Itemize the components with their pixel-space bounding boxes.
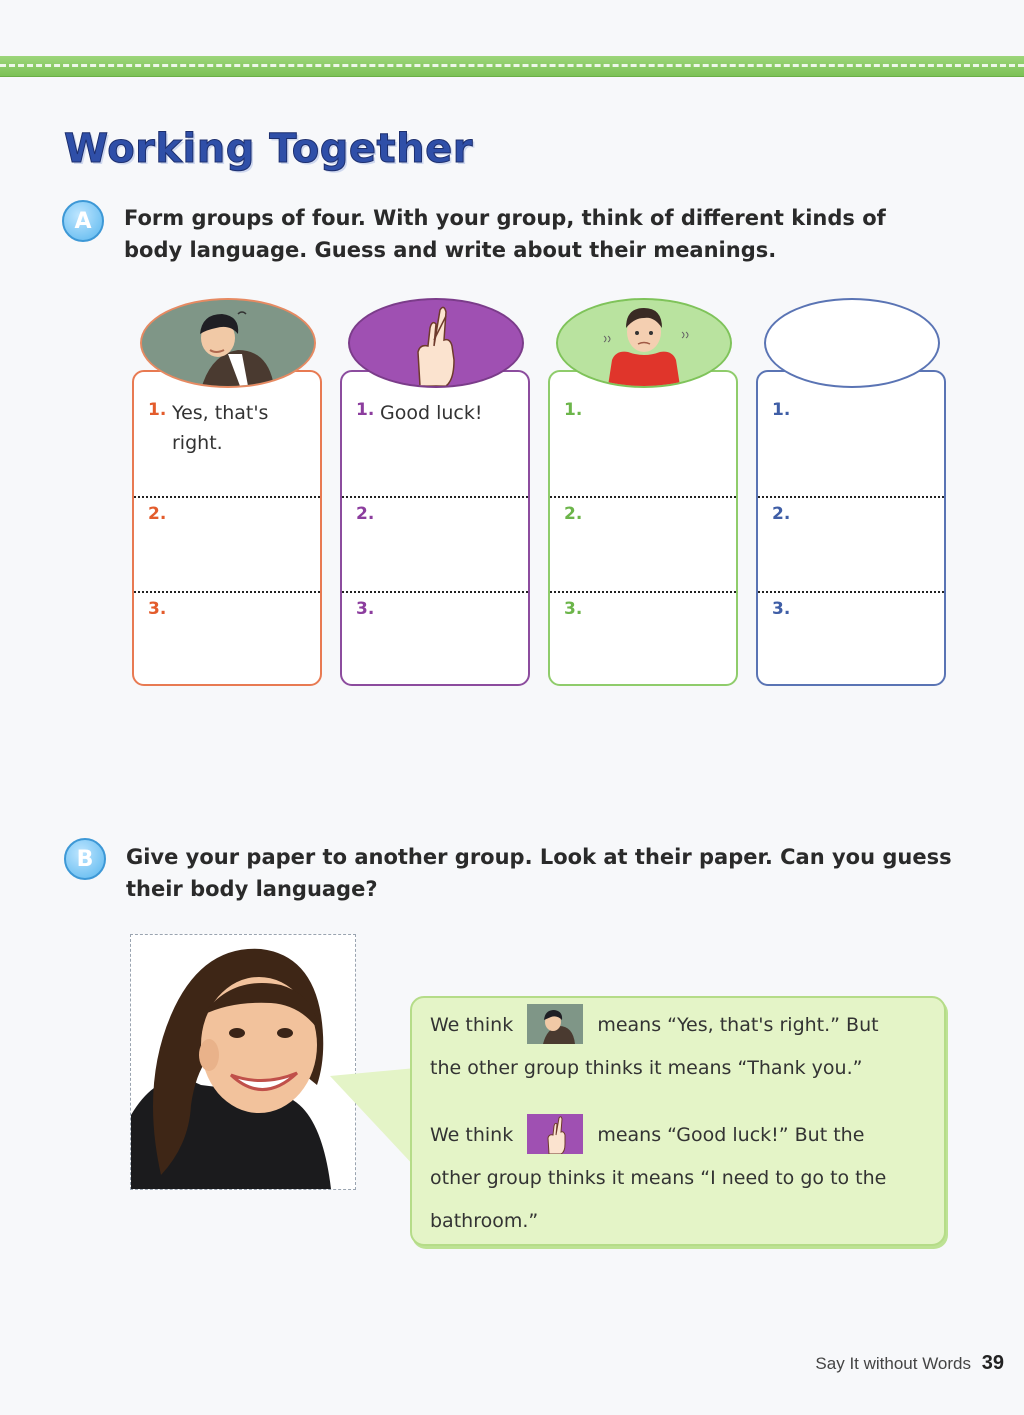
- page-number: 39: [981, 1352, 1004, 1374]
- section-a-instructions: [124, 202, 886, 266]
- speech-text: means “Yes, that's right.” But: [597, 1014, 879, 1036]
- speech-paragraph-2: [430, 1114, 930, 1243]
- item-number: 1.: [772, 400, 791, 420]
- item-number: 3.: [772, 599, 791, 619]
- section-a-badge: A: [62, 200, 104, 242]
- answer-row-3: [342, 591, 528, 686]
- top-decorative-stripe: [0, 56, 1024, 77]
- item-number: 2.: [356, 504, 375, 524]
- crossed-fingers-picture: [348, 298, 524, 388]
- boy-nodding-thumbnail: [527, 1004, 583, 1044]
- answer-row-2: [550, 496, 736, 593]
- answer-card-3: [548, 370, 738, 686]
- answer-line: right.: [172, 432, 223, 454]
- section-b-line2: their body language?: [126, 877, 378, 901]
- answer-row-3: [134, 591, 320, 686]
- answer-card-2: [340, 370, 530, 686]
- answer-row-2: [758, 496, 944, 593]
- answer-row-1: [342, 372, 528, 496]
- answer-card-1: [132, 370, 322, 686]
- item-number: 2.: [772, 504, 791, 524]
- speech-text: the other group thinks it means “Thank you.”: [430, 1057, 863, 1079]
- footer-unit-title: Say It without Words: [815, 1354, 972, 1373]
- speech-text: other group thinks it means “I need to go to the: [430, 1167, 887, 1189]
- speech-paragraph-1: [430, 1004, 930, 1090]
- item-number: 1.: [564, 400, 583, 420]
- section-a-line1: Form groups of four. With your group, think of different kinds of: [124, 206, 886, 230]
- answer-row-3: [758, 591, 944, 686]
- section-a-line2: body language. Guess and write about their meanings.: [124, 238, 777, 262]
- answer-line: Yes, that's: [172, 402, 269, 424]
- speech-bubble-tail: [330, 1068, 420, 1168]
- section-b-line1: Give your paper to another group. Look at their paper. Can you guess: [126, 845, 952, 869]
- boy-shrugging-picture: [556, 298, 732, 388]
- answer-row-3: [550, 591, 736, 686]
- speech-bubble: [410, 996, 946, 1246]
- speech-text: means “Good luck!” But the: [597, 1124, 865, 1146]
- answer-row-1: [550, 372, 736, 496]
- answer-line: Good luck!: [380, 402, 483, 424]
- item-number: 3.: [148, 599, 167, 619]
- item-number: 2.: [148, 504, 167, 524]
- page-title: Working Together: [64, 126, 473, 172]
- answer-card-4: [756, 370, 946, 686]
- page-footer: [815, 1352, 1004, 1375]
- section-b-instructions: [126, 841, 952, 905]
- item-number: 2.: [564, 504, 583, 524]
- answer-row-2: [134, 496, 320, 593]
- girl-photo: [130, 934, 356, 1190]
- blank-oval: [764, 298, 940, 388]
- speech-text: bathroom.”: [430, 1210, 539, 1232]
- section-b-badge: B: [64, 838, 106, 880]
- answer-text: [380, 398, 520, 428]
- answer-row-1: [134, 372, 320, 496]
- answer-text: [172, 398, 312, 458]
- speech-text: We think: [430, 1014, 514, 1036]
- item-number: 3.: [564, 599, 583, 619]
- item-number: 1.: [148, 400, 167, 420]
- speech-text: We think: [430, 1124, 514, 1146]
- answer-row-2: [342, 496, 528, 593]
- item-number: 3.: [356, 599, 375, 619]
- item-number: 1.: [356, 400, 375, 420]
- boy-nodding-picture: [140, 298, 316, 388]
- crossed-fingers-thumbnail: [527, 1114, 583, 1154]
- answer-row-1: [758, 372, 944, 496]
